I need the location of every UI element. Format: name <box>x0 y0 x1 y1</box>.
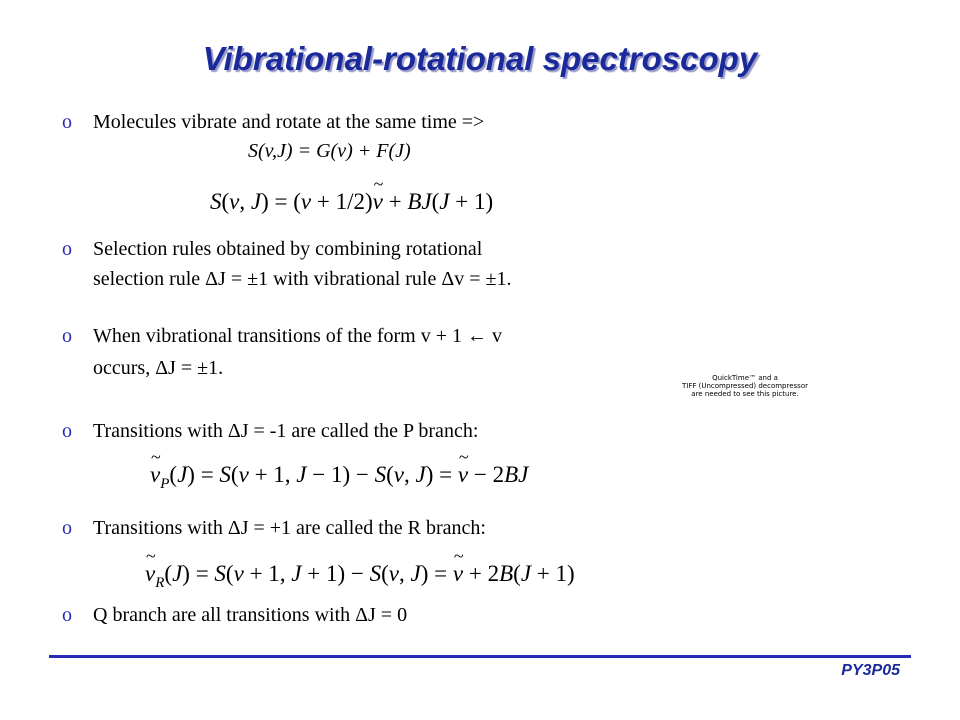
bullet-marker: o <box>62 111 72 133</box>
bullet-marker: o <box>62 604 72 626</box>
quicktime-line: QuickTime™ and a <box>712 374 778 382</box>
quicktime-placeholder <box>650 374 840 398</box>
equation-s-vj: S(v, J) = (v + 1/2)~ v + BJ(J + 1) <box>210 189 493 215</box>
equation-r-branch: ~ $v_R(J) = S(v + 1$, J + 1) − S(v, J) = ~ v + 2B(J + 1) <box>145 561 575 592</box>
bullet-marker: o <box>62 238 72 260</box>
bullet-marker: o <box>62 420 72 442</box>
bullet-text-cont: selection rule ΔJ = ±1 with vibrational rule Δv = ±1. <box>93 268 512 290</box>
bullet-text: Transitions with ΔJ = -1 are called the P branch: <box>93 420 479 442</box>
quicktime-line: TIFF (Uncompressed) decompressor <box>682 382 808 390</box>
slide-title: Vibrational-rotational spectroscopy <box>202 40 758 77</box>
footer-divider <box>49 655 911 658</box>
bullet-text-cont: occurs, ΔJ = ±1. <box>93 357 224 379</box>
bullet-text: Selection rules obtained by combining rotational <box>93 238 483 260</box>
bullet-text: Transitions with ΔJ = +1 are called the R branch: <box>93 517 486 539</box>
bullet-text: Molecules vibrate and rotate at the same time => <box>93 111 485 133</box>
bullet-marker: o <box>62 325 72 347</box>
bullet-text: When vibrational transitions of the form v + 1 ← v <box>93 325 502 347</box>
formula-s-g-f: S(v,J) = G(v) + F(J) <box>248 140 411 162</box>
bullet-marker: o <box>62 517 72 539</box>
quicktime-line: are needed to see this picture. <box>691 390 799 398</box>
equation-p-branch: ~ $v_P(J) = S(v + 1$, J − 1) − S(v, J) = ~ v − 2BJ <box>150 462 528 493</box>
bullet-text: Q branch are all transitions with ΔJ = 0 <box>93 604 408 626</box>
footer-course-code: PY3P05 <box>841 662 900 679</box>
